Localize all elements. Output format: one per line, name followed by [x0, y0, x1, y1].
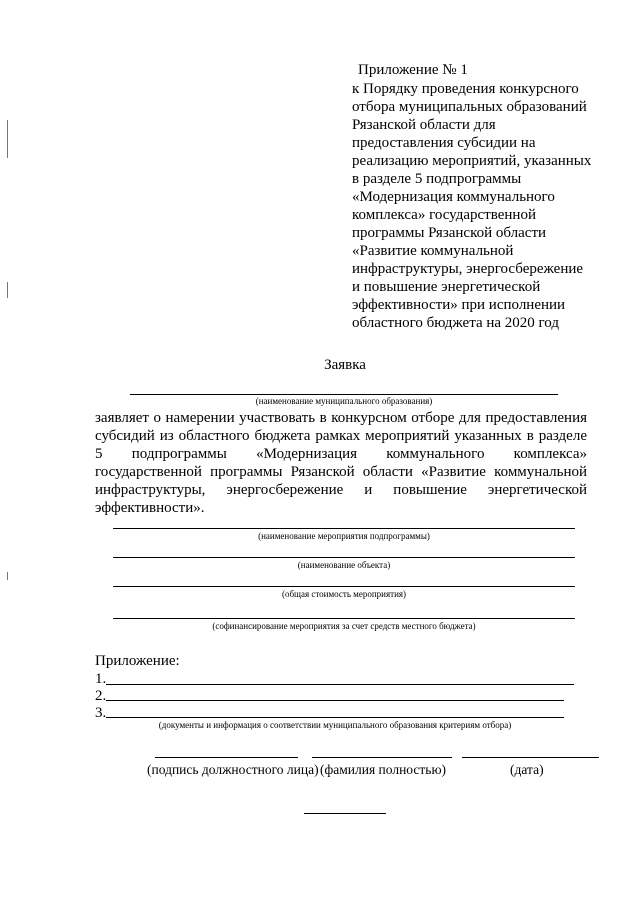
appendix-line: эффективности» при исполнении — [352, 297, 566, 313]
attachment-number: 3. — [95, 705, 107, 721]
measure-field[interactable] — [113, 528, 575, 529]
municipality-caption: (наименование муниципального образования) — [255, 396, 433, 406]
intro-paragraph: заявляет о намерении участвовать в конкурсном отборе для предоставления субсидий из областного бюджета рамках мероприятий указанных в разделе 5 подпрограммы «Модернизация коммунального комплекса» государственной программы Рязанской области «Развитие коммунальной инфраструктуры, энергосбережение и повышение энергетической эффективности». — [95, 410, 587, 516]
municipality-field[interactable] — [130, 394, 558, 395]
object-field[interactable] — [113, 557, 575, 558]
name-label: (фамилия полностью) — [320, 762, 447, 777]
signature-label: (подпись должностного лица) — [147, 762, 319, 777]
scan-mark — [7, 120, 8, 158]
cofinancing-caption: (софинансирование мероприятия за счет средств местного бюджета) — [212, 621, 476, 631]
cost-caption: (общая стоимость мероприятия) — [281, 589, 407, 599]
appendix-line: комплекса» государственной — [352, 207, 536, 223]
attachment-number: 2. — [95, 688, 107, 704]
object-caption: (наименование объекта) — [297, 560, 391, 570]
appendix-line: предоставления субсидии на — [352, 135, 536, 151]
appendix-line: в разделе 5 подпрограммы — [352, 171, 522, 187]
date-label: (дата) — [510, 762, 544, 777]
appendix-line: отбора муниципальных образований — [352, 99, 587, 115]
name-field[interactable] — [312, 757, 452, 758]
appendix-line: областного бюджета на 2020 год — [352, 315, 560, 331]
appendix-reference — [352, 80, 617, 332]
date-field[interactable] — [462, 757, 599, 758]
appendix-title: Приложение № 1 — [358, 62, 468, 78]
attachments-title: Приложение: — [95, 653, 180, 669]
appendix-line: и повышение энергетической — [352, 279, 541, 295]
cost-field[interactable] — [113, 586, 575, 587]
appendix-line: инфраструктуры, энергосбережение — [352, 261, 584, 277]
attachment-field-3[interactable] — [106, 717, 564, 718]
attachment-field-2[interactable] — [106, 700, 564, 701]
measure-caption: (наименование мероприятия подпрограммы) — [258, 531, 430, 541]
footer-divider — [304, 813, 386, 814]
appendix-line: реализацию мероприятий, указанных — [352, 153, 592, 169]
scan-mark — [7, 282, 8, 298]
attachment-field-1[interactable] — [106, 684, 574, 685]
attachment-number: 1. — [95, 671, 107, 687]
page-title: Заявка — [324, 357, 366, 373]
appendix-line: программы Рязанской области — [352, 225, 547, 241]
signature-field[interactable] — [155, 757, 298, 758]
scan-mark — [7, 572, 8, 580]
appendix-line: «Развитие коммунальной — [352, 243, 514, 259]
appendix-line: Рязанской области для — [352, 117, 496, 133]
appendix-line: к Порядку проведения конкурсного — [352, 81, 579, 97]
attachments-caption: (документы и информация о соответствии муниципального образования критериям отбора) — [158, 720, 512, 730]
appendix-line: «Модернизация коммунального — [352, 189, 555, 205]
cofinancing-field[interactable] — [113, 618, 575, 619]
